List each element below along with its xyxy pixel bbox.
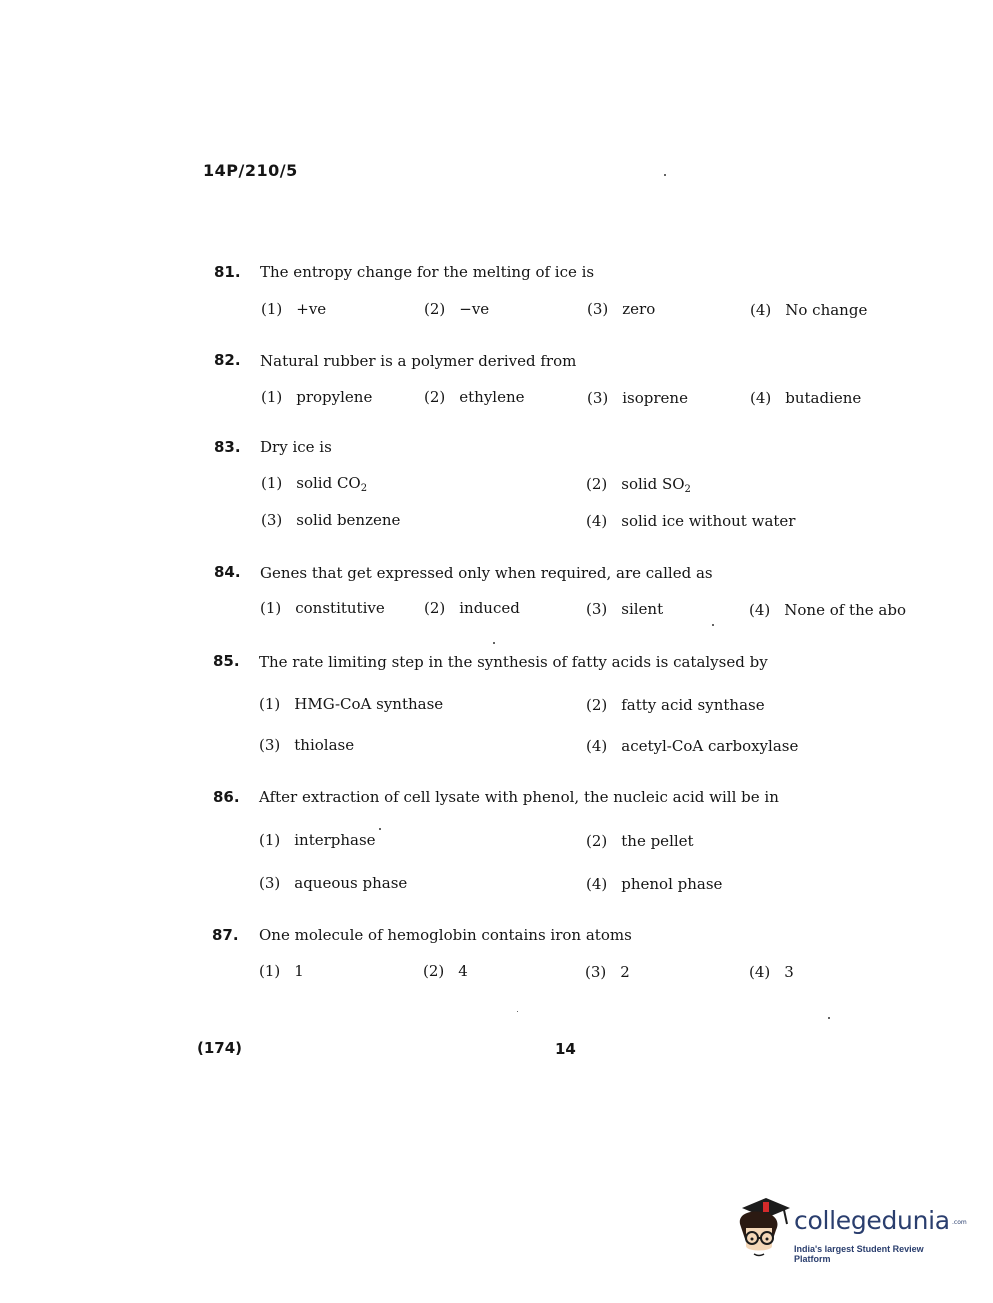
option-text: fatty acid synthase xyxy=(621,696,765,714)
scan-speck xyxy=(493,642,495,644)
option xyxy=(750,301,867,319)
option-text: the pellet xyxy=(621,832,694,850)
option-number: (3) xyxy=(585,963,607,981)
option xyxy=(586,875,722,893)
question-number: 81. xyxy=(214,263,241,281)
option-text: −ve xyxy=(459,300,490,318)
option-number: (1) xyxy=(261,300,283,318)
option xyxy=(586,737,798,755)
option xyxy=(749,601,906,619)
brand-suffix: .com xyxy=(952,1219,967,1226)
option-number: (4) xyxy=(586,875,608,893)
option xyxy=(259,962,304,980)
question-text: After extraction of cell lysate with phenol, the nucleic acid will be in xyxy=(259,788,779,806)
option-text: thiolase xyxy=(294,736,355,754)
option xyxy=(259,831,376,849)
option xyxy=(260,599,385,617)
question-number: 87. xyxy=(212,926,239,944)
option-number: (3) xyxy=(586,600,608,618)
option xyxy=(587,300,655,318)
option-number: (4) xyxy=(586,737,608,755)
option-text: solid CO xyxy=(296,474,361,492)
question-text: Genes that get expressed only when required, are called as xyxy=(260,564,713,582)
paper-code: 14P/210/5 xyxy=(203,161,298,180)
option xyxy=(586,832,694,850)
option-number: (1) xyxy=(259,831,281,849)
option-text: solid benzene xyxy=(296,511,401,529)
option-text: propylene xyxy=(296,388,373,406)
option-number: (4) xyxy=(750,301,772,319)
question-text: The rate limiting step in the synthesis of fatty acids is catalysed by xyxy=(259,653,768,671)
question-number: 82. xyxy=(214,351,241,369)
option-text: 3 xyxy=(784,963,794,981)
page-number: 14 xyxy=(555,1040,576,1058)
collegedunia-watermark xyxy=(732,1194,967,1274)
question-number: 83. xyxy=(214,438,241,456)
option-text: constitutive xyxy=(295,599,385,617)
scan-speck xyxy=(379,828,381,830)
option-number: (1) xyxy=(259,695,281,713)
option-number: (2) xyxy=(423,962,445,980)
option xyxy=(586,696,765,714)
option-number: (2) xyxy=(424,388,446,406)
question-number: 84. xyxy=(214,563,241,581)
option-text: 4 xyxy=(458,962,468,980)
question-text: Natural rubber is a polymer derived from xyxy=(260,352,577,370)
question-text: One molecule of hemoglobin contains iron atoms xyxy=(259,926,632,944)
question-text: The entropy change for the melting of ice is xyxy=(260,263,595,281)
option xyxy=(261,300,326,318)
option xyxy=(259,695,443,713)
option-text: zero xyxy=(622,300,656,318)
option-text: phenol phase xyxy=(621,875,723,893)
option-number: (4) xyxy=(750,389,772,407)
option xyxy=(261,474,367,492)
option-subscript: 2 xyxy=(360,483,368,494)
booklet-code: (174) xyxy=(197,1039,243,1057)
option-number: (1) xyxy=(261,474,283,492)
option-number: (2) xyxy=(424,300,446,318)
brand-tagline: India's largest Student Review Platform xyxy=(794,1244,924,1264)
option xyxy=(586,600,663,618)
option-text: silent xyxy=(621,600,664,618)
option-number: (3) xyxy=(261,511,283,529)
option-text: No change xyxy=(785,301,868,319)
option-text: 2 xyxy=(620,963,630,981)
scan-speck xyxy=(712,624,714,626)
option-number: (3) xyxy=(259,736,281,754)
option-number: (3) xyxy=(587,389,609,407)
option xyxy=(259,874,407,892)
option-text: ethylene xyxy=(459,388,525,406)
option xyxy=(749,963,794,981)
question-text: Dry ice is xyxy=(260,438,332,456)
scan-speck xyxy=(664,174,666,176)
option-text: isoprene xyxy=(622,389,688,407)
option xyxy=(424,300,489,318)
option xyxy=(586,512,795,530)
option xyxy=(424,599,520,617)
option-text: induced xyxy=(459,599,520,617)
option-text: aqueous phase xyxy=(294,874,408,892)
option xyxy=(586,475,691,493)
option xyxy=(585,963,630,981)
option-text: 1 xyxy=(294,962,304,980)
option-text: acetyl-CoA carboxylase xyxy=(621,737,799,755)
option xyxy=(424,388,525,406)
option-text: HMG-CoA synthase xyxy=(294,695,444,713)
option-text: solid SO xyxy=(621,475,685,493)
option-text: +ve xyxy=(296,300,327,318)
option-number: (3) xyxy=(259,874,281,892)
option-number: (4) xyxy=(749,601,771,619)
option xyxy=(261,388,372,406)
brand-name: collegedunia xyxy=(794,1206,950,1235)
question-number: 86. xyxy=(213,788,240,806)
option-text: butadiene xyxy=(785,389,862,407)
option-text: None of the abo xyxy=(784,601,906,619)
option xyxy=(587,389,688,407)
scan-speck xyxy=(828,1017,830,1019)
option xyxy=(423,962,468,980)
option-number: (2) xyxy=(586,832,608,850)
option-text: solid ice without water xyxy=(621,512,796,530)
option-number: (3) xyxy=(587,300,609,318)
option-number: (1) xyxy=(259,962,281,980)
option-text: interphase xyxy=(294,831,376,849)
scan-speck xyxy=(517,1011,518,1012)
option-subscript: 2 xyxy=(684,484,691,495)
option-number: (1) xyxy=(261,388,283,406)
option-number: (2) xyxy=(586,696,608,714)
option-number: (2) xyxy=(424,599,446,617)
option-number: (2) xyxy=(586,475,608,493)
option-number: (4) xyxy=(586,512,608,530)
question-number: 85. xyxy=(213,652,240,670)
mascot-icon xyxy=(732,1194,794,1266)
option-number: (1) xyxy=(260,599,282,617)
option xyxy=(261,511,400,529)
option xyxy=(750,389,861,407)
option-number: (4) xyxy=(749,963,771,981)
option xyxy=(259,736,354,754)
